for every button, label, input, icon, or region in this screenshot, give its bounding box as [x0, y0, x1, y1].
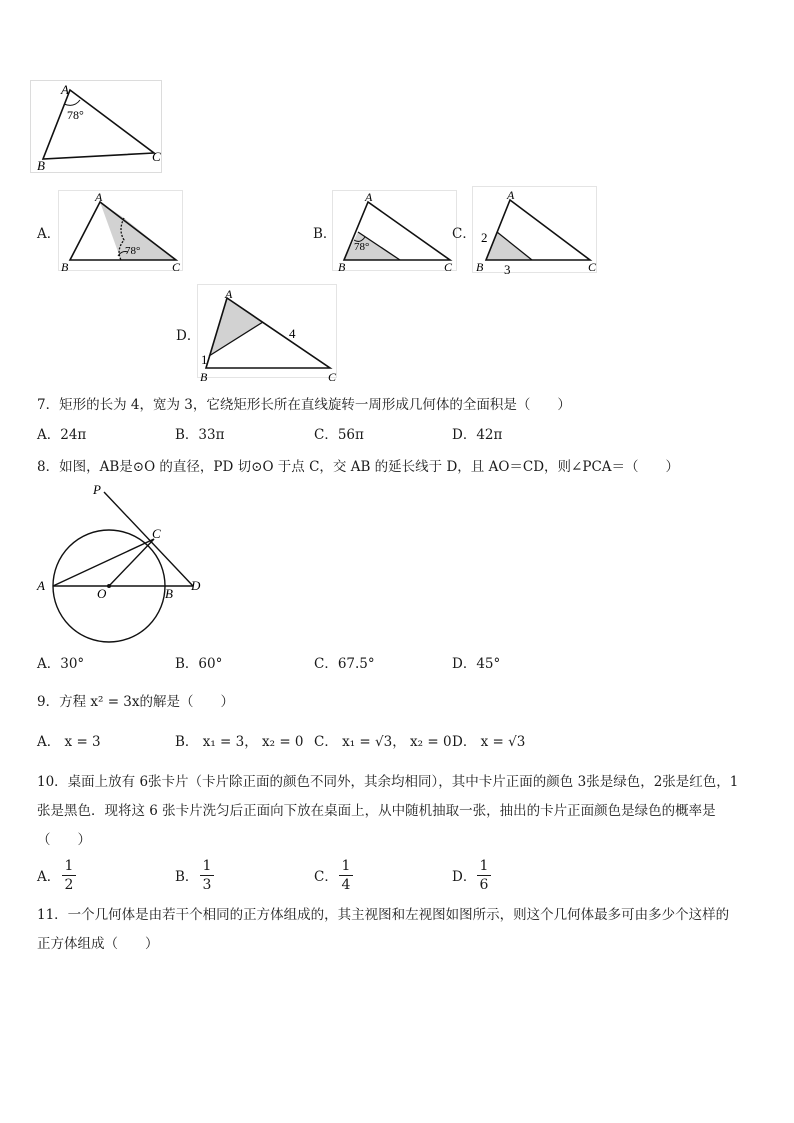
- q6-stem-label-c: C: [152, 149, 161, 164]
- q6-option-a-figure: [58, 190, 188, 276]
- q8-circle-figure: [34, 480, 214, 645]
- q6-option-a-vertex-c: C: [172, 260, 181, 274]
- q8-option-c: C．67.5°: [314, 656, 375, 672]
- q6-option-c-vertex-c: C: [588, 260, 597, 274]
- q10-option-b-label: B．: [175, 869, 199, 885]
- q6-option-a-angle: 78°: [125, 245, 141, 257]
- q6-option-b-label: B．: [313, 226, 337, 242]
- q10-stem-line1: 10．桌面上放有 6张卡片（卡片除正面的颜色不同外，其余均相同），其中卡片正面的颜色 3张是绿色，2张是红色，1: [37, 774, 739, 790]
- q7-option-a: A．24π: [37, 427, 87, 443]
- q6-option-d-vertex-a: A: [225, 287, 233, 301]
- q10-option-c-fraction: [339, 858, 353, 893]
- q6-option-d-label: D．: [176, 328, 201, 344]
- q10-option-a-numerator: 1: [64, 858, 74, 874]
- q10-option-b-fraction: [200, 858, 214, 893]
- q6-option-c-figure: [472, 186, 602, 278]
- q8-label-a: A: [37, 578, 45, 593]
- q6-option-a-vertex-a: A: [95, 190, 103, 204]
- q10-option-b-denominator: 3: [202, 877, 212, 893]
- q6-option-c-vertex-b: B: [476, 260, 484, 274]
- q9-option-d: D． x = √3: [452, 734, 526, 750]
- q6-option-b-vertex-c: C: [444, 260, 453, 274]
- q8-label-c: C: [152, 526, 161, 541]
- q11-stem-line1: 11．一个几何体是由若干个相同的正方体组成的，其主视图和左视图如图所示，则这个几何体最多可由多少个这样的: [37, 907, 730, 923]
- q6-option-d-figure: [197, 284, 342, 384]
- q10-option-d-denominator: 6: [479, 877, 489, 893]
- fraction-bar: [62, 875, 76, 876]
- q6-option-c-vertex-a: A: [507, 188, 515, 202]
- q6-option-b-vertex-a: A: [365, 190, 373, 204]
- q8-label-p: P: [93, 482, 101, 497]
- q9-option-b: B． x₁ = 3， x₂ = 0: [175, 734, 304, 750]
- fraction-bar: [339, 875, 353, 876]
- q10-option-c-numerator: 1: [341, 858, 351, 874]
- q6-option-b-vertex-b: B: [338, 260, 346, 274]
- q6-option-d-side1: 1: [201, 352, 208, 367]
- q6-option-a-vertex-b: B: [61, 260, 69, 274]
- q10-stem-line3: （ ）: [37, 832, 91, 848]
- q10-option-b-numerator: 1: [202, 858, 212, 874]
- q6-option-c-label: C．: [452, 226, 476, 242]
- q9-option-a: A． x = 3: [37, 734, 101, 750]
- q8-stem: 8．如图，AB是⊙O 的直径，PD 切⊙O 于点 C，交 AB 的延长线于 D，且 AO＝CD，则∠PCA＝（ ）: [37, 459, 680, 475]
- q6-option-d-vertex-b: B: [200, 370, 208, 384]
- q6-option-b-figure: [332, 190, 462, 276]
- q6-stem-triangle: [30, 80, 170, 175]
- q6-stem-label-b: B: [37, 158, 45, 173]
- q8-option-d: D．45°: [452, 656, 501, 672]
- q8-label-b: B: [165, 586, 173, 601]
- q10-option-d-label: D．: [452, 869, 477, 885]
- q10-option-a-denominator: 2: [64, 877, 74, 893]
- q8-label-o: O: [97, 586, 107, 601]
- q8-option-a: A．30°: [37, 656, 85, 672]
- q8-option-b: B．60°: [175, 656, 223, 672]
- q8-label-d: D: [191, 578, 201, 593]
- fraction-bar: [477, 875, 491, 876]
- q7-option-c: C．56π: [314, 427, 364, 443]
- q7-option-b: B．33π: [175, 427, 225, 443]
- q10-option-c-label: C．: [314, 869, 338, 885]
- q10-stem-line2: 张是黑色．现将这 6 张卡片洗匀后正面向下放在桌面上，从中随机抽取一张，抽出的卡片正面颜色是绿色的概率是: [37, 803, 716, 819]
- q7-option-d: D．42π: [452, 427, 503, 443]
- q7-stem: 7．矩形的长为 4，宽为 3，它绕矩形长所在直线旋转一周形成几何体的全面积是（ ）: [37, 397, 571, 413]
- q6-option-c-side2: 3: [504, 262, 511, 277]
- q6-option-b-angle: 78°: [354, 241, 370, 253]
- q6-stem-label-a: A: [61, 82, 69, 97]
- q6-option-c-side1: 2: [481, 230, 488, 245]
- fraction-bar: [200, 875, 214, 876]
- q6-option-a-label: A．: [37, 226, 61, 242]
- q10-option-a-label: A．: [37, 869, 61, 885]
- q10-option-d-numerator: 1: [479, 858, 489, 874]
- q11-stem-line2: 正方体组成（ ）: [37, 936, 159, 952]
- q6-option-d-vertex-c: C: [328, 370, 337, 384]
- q9-option-c: C． x₁ = √3， x₂ = 0: [314, 734, 452, 750]
- q10-option-d-fraction: [477, 858, 491, 893]
- q9-stem: 9．方程 x² = 3x的解是（ ）: [37, 694, 235, 710]
- q6-option-d-side2: 4: [289, 326, 296, 341]
- q6-stem-angle: 78°: [67, 108, 84, 122]
- q10-option-c-denominator: 4: [341, 877, 351, 893]
- q10-option-a-fraction: [62, 858, 76, 893]
